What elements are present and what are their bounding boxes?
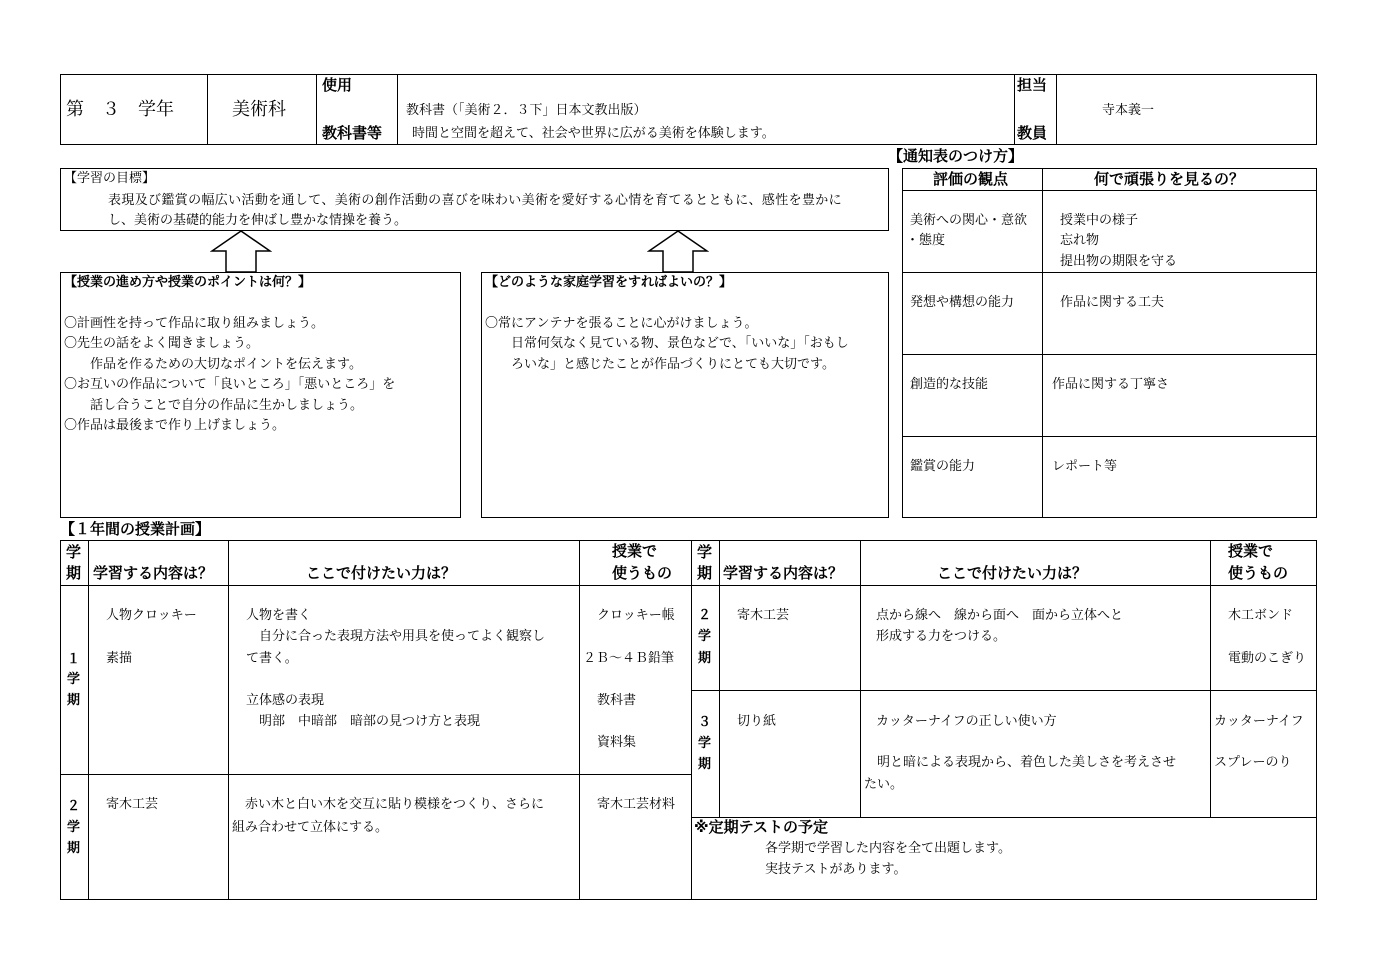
plan-divider bbox=[579, 540, 580, 900]
term-label: １ bbox=[67, 652, 81, 667]
home-study-line: 日常何気なく見ている物、景色などで、「いいな」「おもし bbox=[485, 336, 849, 351]
term-label: 期 bbox=[698, 757, 712, 772]
plan-content: 寄木工芸 bbox=[737, 608, 790, 623]
plan-ability: たい。 bbox=[864, 777, 904, 792]
test-line: 実技テストがあります。 bbox=[765, 862, 907, 877]
plan-divider bbox=[228, 540, 229, 900]
plan-materials: 寄木工芸材料 bbox=[597, 797, 676, 812]
evaluation-item: 忘れ物 bbox=[1060, 233, 1100, 248]
plan-materials: スプレーのり bbox=[1214, 755, 1292, 770]
term-label: 期 bbox=[698, 651, 712, 666]
test-line: 各学期で学習した内容を全て出題します。 bbox=[765, 841, 1011, 856]
lesson-point-line: 〇先生の話をよく聞きましょう。 bbox=[64, 336, 260, 351]
up-arrow-icon bbox=[647, 229, 709, 273]
term-label: 学 bbox=[67, 672, 81, 687]
report-divider bbox=[902, 436, 1317, 437]
teacher-name: 寺本義一 bbox=[1102, 103, 1155, 118]
lesson-points-title: 【授業の進め方や授業のポイントは何？】 bbox=[64, 275, 312, 290]
plan-ability-header: ここで付けたい力は？ bbox=[937, 564, 1088, 582]
up-arrow-icon bbox=[210, 229, 272, 273]
report-heading: 【通知表のつけ方】 bbox=[888, 147, 1024, 165]
plan-materials: 資料集 bbox=[597, 735, 637, 750]
plan-divider bbox=[691, 540, 692, 900]
home-study-box bbox=[481, 272, 889, 518]
plan-ability: て書く。 bbox=[246, 651, 298, 666]
goal-line-1: 表現及び鑑賞の幅広い活動を通して、美術の創作活動の喜びを味わい美術を愛好する心情を育てるとともに、感性を豊かに bbox=[108, 193, 842, 208]
lesson-point-line: 作品を作るための大切なポイントを伝えます。 bbox=[64, 357, 362, 372]
plan-materials: ２Ｂ～４Ｂ鉛筆 bbox=[583, 651, 675, 666]
plan-ability: 明と暗による表現から、着色した美しさを考えさせ bbox=[864, 755, 1177, 770]
term-label: 学 bbox=[67, 820, 81, 835]
home-study-line: 〇常にアンテナを張ることに心がけましょう。 bbox=[485, 316, 758, 331]
term-label: 学 bbox=[698, 736, 712, 751]
plan-materials: 教科書 bbox=[597, 693, 637, 708]
lesson-point-line: 〇お互いの作品について「良いところ」「悪いところ」を bbox=[64, 377, 396, 392]
lesson-point-line: 〇作品は最後まで作り上げましょう。 bbox=[64, 418, 286, 433]
viewpoint-label: ・態度 bbox=[906, 233, 946, 248]
teacher-label-1: 担当 bbox=[1017, 76, 1048, 94]
plan-divider bbox=[60, 774, 691, 775]
plan-ability: 明部 中暗部 暗部の見つけ方と表現 bbox=[246, 714, 481, 729]
home-study-title: 【どのような家庭学習をすればよいの？】 bbox=[485, 275, 733, 290]
plan-content-header: 学習する内容は？ bbox=[93, 564, 214, 582]
report-col1-header: 評価の観点 bbox=[933, 170, 1009, 188]
lesson-points-box bbox=[60, 272, 461, 518]
textbook-label-1: 使用 bbox=[322, 76, 353, 94]
goal-line-2: し、美術の基礎的能力を伸ばし豊かな情操を養う。 bbox=[108, 213, 408, 228]
plan-term-header: 学 bbox=[697, 543, 713, 561]
plan-ability: 人物を書く bbox=[246, 608, 312, 623]
header-divider bbox=[397, 74, 398, 145]
plan-ability: 立体感の表現 bbox=[246, 693, 325, 708]
plan-divider bbox=[60, 585, 1317, 586]
plan-ability: カッターナイフの正しい使い方 bbox=[876, 714, 1057, 729]
report-col2-header: 何で頑張りを見るの？ bbox=[1094, 170, 1245, 188]
header-divider bbox=[207, 74, 208, 145]
report-divider bbox=[902, 190, 1317, 191]
header-divider bbox=[1056, 74, 1057, 145]
plan-ability: 点から線へ 線から面へ 面から立体へと bbox=[876, 608, 1124, 623]
home-study-line: ろいな」と感じたことが作品づくりにとても大切です。 bbox=[485, 357, 835, 372]
term-label: ２ bbox=[698, 608, 712, 623]
plan-content: 寄木工芸 bbox=[106, 797, 159, 812]
plan-term-header: 期 bbox=[66, 564, 82, 582]
evaluation-item: レポート等 bbox=[1052, 459, 1118, 474]
report-divider bbox=[902, 272, 1317, 273]
textbook-line-2: 時間と空間を超えて、社会や世界に広がる美術を体験します。 bbox=[412, 126, 775, 141]
plan-materials: 電動のこぎり bbox=[1228, 651, 1307, 666]
plan-heading: 【１年間の授業計画】 bbox=[60, 520, 211, 538]
term-label: 期 bbox=[67, 693, 81, 708]
plan-content: 人物クロッキー bbox=[106, 608, 197, 623]
textbook-label-2: 教科書等 bbox=[322, 124, 383, 142]
evaluation-item: 提出物の期限を守る bbox=[1060, 254, 1178, 269]
plan-materials: クロッキー帳 bbox=[597, 608, 675, 623]
lesson-point-line: 話し合うことで自分の作品に生かしましょう。 bbox=[64, 398, 364, 413]
plan-ability: 組み合わせて立体にする。 bbox=[232, 820, 389, 835]
plan-materials: 木工ボンド bbox=[1228, 608, 1294, 623]
header-divider bbox=[1014, 74, 1015, 145]
plan-term-header: 学 bbox=[66, 543, 82, 561]
plan-ability: 赤い木と白い木を交互に貼り模様をつくり、さらに bbox=[232, 797, 545, 812]
plan-divider bbox=[88, 540, 89, 900]
term-label: ３ bbox=[698, 715, 712, 730]
teacher-label-2: 教員 bbox=[1017, 124, 1048, 142]
header-divider bbox=[316, 74, 317, 145]
plan-divider bbox=[719, 540, 720, 817]
plan-content: 素描 bbox=[106, 651, 133, 666]
plan-materials-header: 使うもの bbox=[1228, 564, 1289, 582]
plan-content-header: 学習する内容は？ bbox=[723, 564, 844, 582]
plan-content: 切り紙 bbox=[737, 714, 777, 729]
evaluation-item: 作品に関する丁寧さ bbox=[1052, 377, 1170, 392]
plan-divider bbox=[1210, 540, 1211, 817]
plan-ability-header: ここで付けたい力は？ bbox=[306, 564, 457, 582]
plan-materials: カッターナイフ bbox=[1214, 714, 1304, 729]
test-title: ※定期テストの予定 bbox=[694, 818, 828, 836]
goal-title: 【学習の目標】 bbox=[64, 171, 156, 186]
evaluation-item: 授業中の様子 bbox=[1060, 213, 1139, 228]
report-divider bbox=[902, 354, 1317, 355]
lesson-point-line: 〇計画性を持って作品に取り組みましょう。 bbox=[64, 316, 325, 331]
plan-ability: 形成する力をつける。 bbox=[876, 629, 1007, 644]
plan-materials-header: 使うもの bbox=[612, 564, 673, 582]
plan-ability: 自分に合った表現方法や用具を使ってよく観察し bbox=[246, 629, 546, 644]
plan-materials-header: 授業で bbox=[1228, 542, 1274, 560]
evaluation-item: 作品に関する工夫 bbox=[1060, 295, 1165, 310]
subject-label: 美術科 bbox=[232, 99, 286, 120]
grade-label: 第 ３ 学年 bbox=[66, 99, 174, 120]
viewpoint-label: 美術への関心・意欲 bbox=[910, 213, 1028, 228]
report-divider bbox=[1042, 168, 1043, 518]
plan-term-header: 期 bbox=[697, 564, 713, 582]
textbook-line-1: 教科書（「美術２．３下」日本文教出版） bbox=[406, 103, 647, 118]
plan-materials-header: 授業で bbox=[612, 542, 658, 560]
term-label: ２ bbox=[67, 799, 81, 814]
plan-divider bbox=[860, 540, 861, 817]
viewpoint-label: 鑑賞の能力 bbox=[910, 459, 976, 474]
plan-divider bbox=[691, 690, 1317, 691]
term-label: 学 bbox=[698, 629, 712, 644]
viewpoint-label: 発想や構想の能力 bbox=[910, 295, 1015, 310]
term-label: 期 bbox=[67, 841, 81, 856]
viewpoint-label: 創造的な技能 bbox=[910, 377, 989, 392]
